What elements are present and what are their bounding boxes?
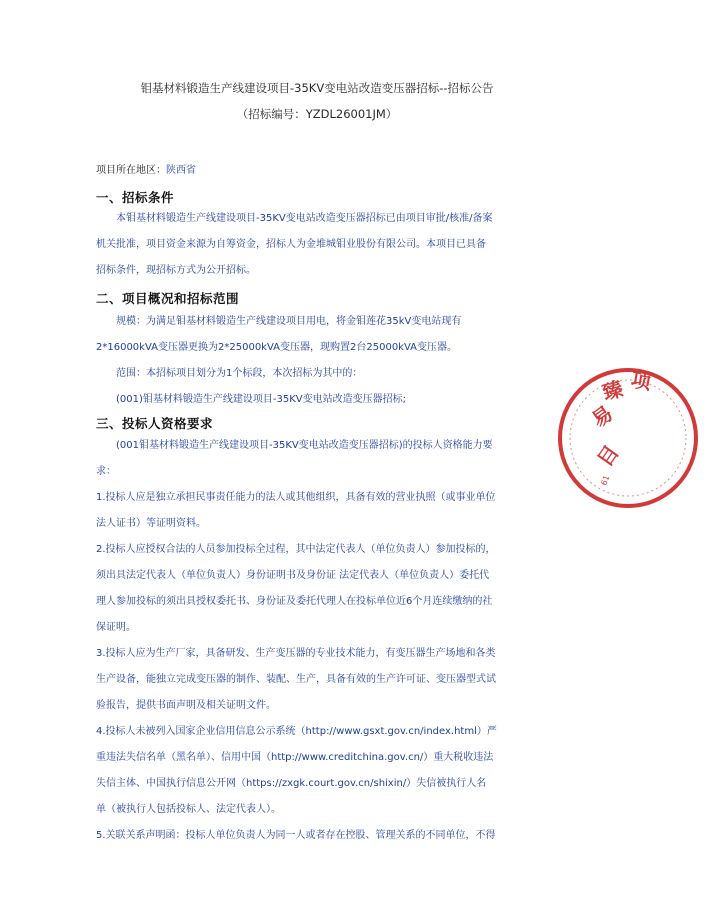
section-1-body (96, 206, 542, 284)
tender-number: （招标编号：YZDL26001JM） (236, 107, 398, 121)
section-3-heading: 三、投标人资格要求 (96, 416, 214, 431)
body-line: 招标条件，现招标方式为公开招标。 (96, 265, 256, 276)
body-line: 5.关联关系声明函：投标人单位负责人为同一人或者存在控股、管理关系的不同单位，不得 (96, 830, 496, 841)
body-line: 范围：本招标项目划分为1个标段，本次招标为其中的： (116, 368, 363, 379)
region-value: 陕西省 (166, 165, 196, 176)
body-line: 验报告，提供书面声明及相关证明文件。 (96, 700, 276, 711)
body-line: 3.投标人应为生产厂家，具备研发、生产变压器的专业技术能力，有变压器生产场地和各类 (96, 648, 496, 659)
project-region (96, 158, 542, 184)
body-line: 机关批准，项目资金来源为自筹资金，招标人为金堆城钼业股份有限公司。本项目已具备 (96, 239, 486, 250)
body-line: (001)钼基材料锻造生产线建设项目-35KV变电站改造变压器招标; (116, 394, 406, 405)
seal-glyph-1: 易 (587, 400, 618, 433)
seal-small-mark: 61 (599, 474, 612, 487)
body-line: 法人证书）等证明资料。 (96, 518, 206, 529)
seal-glyph-4: 目 (592, 440, 624, 471)
seal-glyph-3: 项 (629, 367, 653, 395)
body-line: 规模：为满足钼基材料锻造生产线建设项目用电，将金钼莲花35kV变电站现有 (116, 316, 462, 327)
section-2-heading: 二、项目概况和招标范围 (96, 291, 240, 306)
body-line: 理人参加投标的须出具授权委托书、身份证及委托代理人在投标单位近6个月连续缴纳的社 (96, 596, 493, 607)
body-line: 失信主体、中国执行信息公开网（https://zxgk.court.gov.cn/shixin/）失信被执行人名 (96, 778, 487, 789)
body-line: 生产设备，能独立完成变压器的制作、装配、生产，具备有效的生产许可证、变压器型式试 (96, 674, 496, 685)
body-line: 2*16000kVA变压器更换为2*25000kVA变压器，现购置2台25000kVA变压器。 (96, 342, 458, 353)
seal-glyph-2: 臻 (600, 376, 626, 405)
body-line: (001钼基材料锻造生产线建设项目-35KV变电站改造变压器招标)的投标人资格能力要 (116, 440, 493, 451)
body-line: 求： (96, 466, 116, 477)
company-seal (548, 358, 718, 528)
section-1-heading: 一、招标条件 (96, 190, 175, 205)
body-line: 4.投标人未被列入国家企业信用信息公示系统（http://www.gsxt.gov.cn/index.html）严 (96, 726, 497, 737)
section-3-body (96, 433, 542, 849)
region-label: 项目所在地区： (96, 165, 166, 176)
body-line: 单（被执行人包括投标人、法定代表人）。 (96, 804, 281, 815)
section-2-body (96, 309, 542, 413)
document-title: 钼基材料锻造生产线建设项目-35KV变电站改造变压器招标--招标公告 (140, 81, 494, 95)
body-line: 1.投标人应是独立承担民事责任能力的法人或其他组织，具备有效的营业执照（或事业单位 (96, 492, 496, 503)
body-line: 须出具法定代表人（单位负责人）身份证明书及身份证 法定代表人（单位负责人）委托代 (96, 570, 490, 581)
body-line: 2.投标人应授权合法的人员参加投标全过程，其中法定代表人（单位负责人）参加投标的， (96, 544, 496, 555)
body-line: 本钼基材料锻造生产线建设项目-35KV变电站改造变压器招标已由项目审批/核准/备案 (116, 213, 493, 224)
body-line: 重违法失信名单（黑名单）、信用中国（http://www.creditchina.gov.cn/）重大税收违法 (96, 752, 494, 763)
body-line: 保证明。 (96, 622, 136, 633)
